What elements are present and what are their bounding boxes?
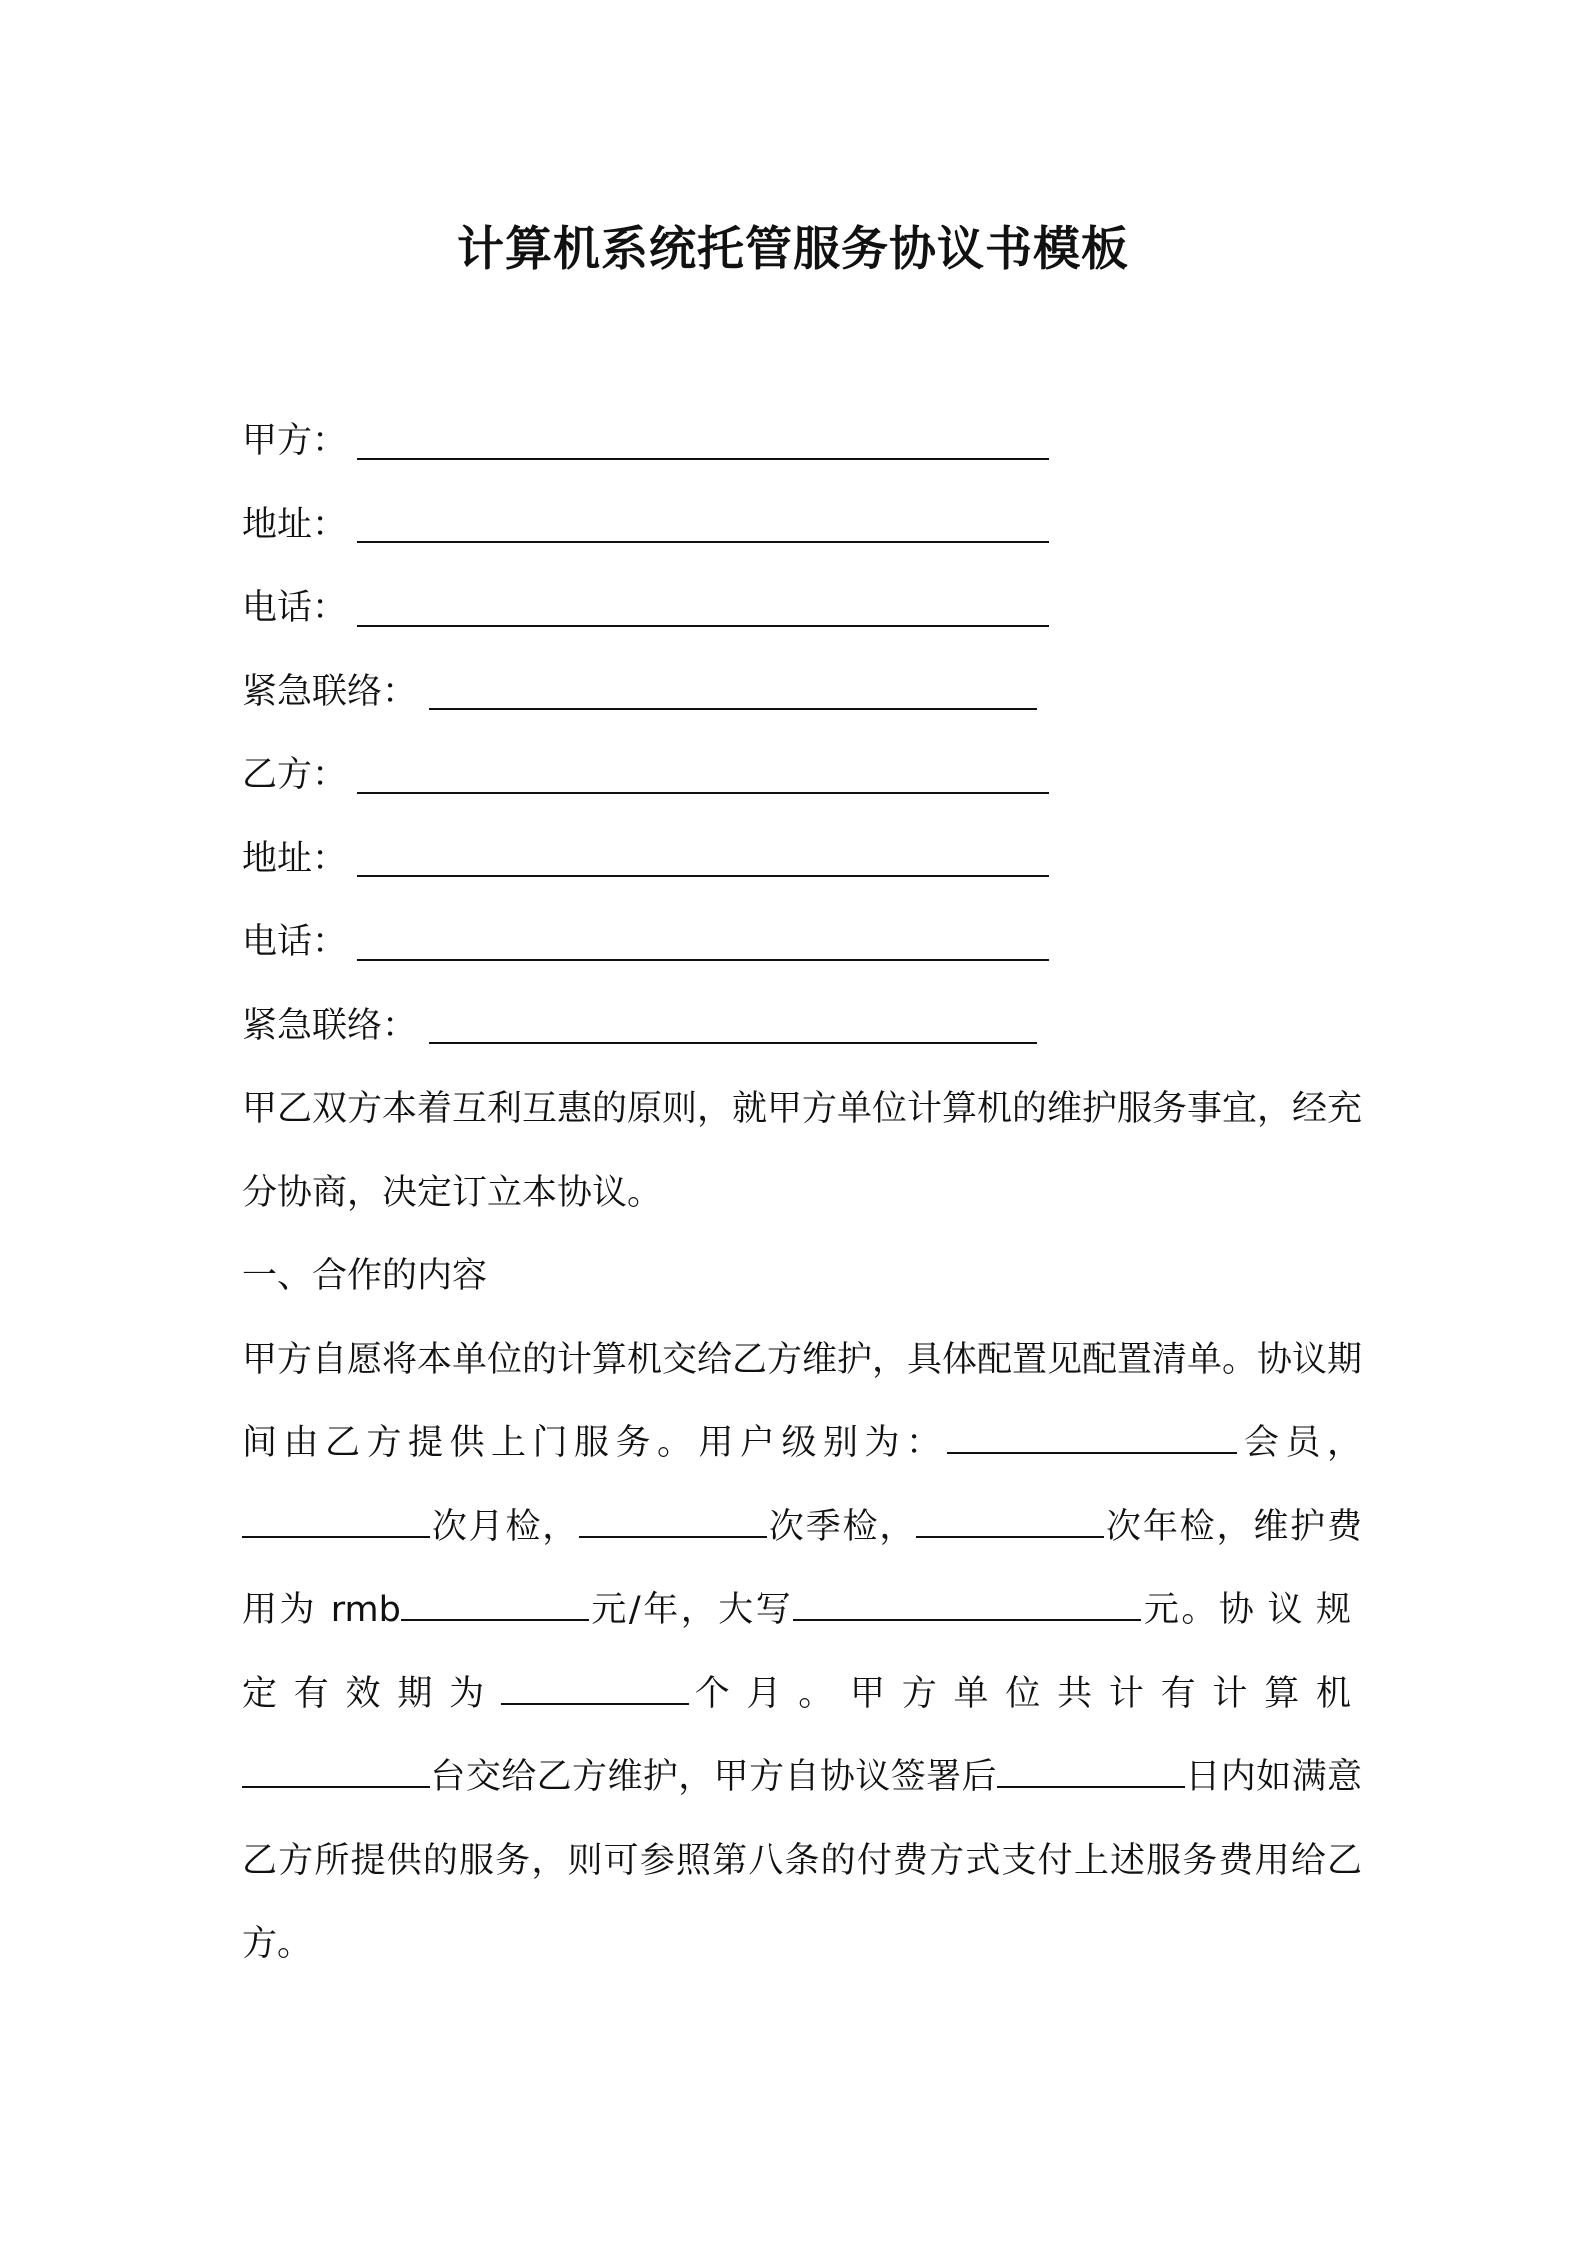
party-a-emergency-row: [242, 651, 1362, 735]
party-b-phone-blank[interactable]: [357, 901, 1049, 985]
party-b-name-blank[interactable]: [357, 734, 1049, 818]
party-a-name-row: [242, 400, 1362, 484]
party-a-emergency-blank[interactable]: [429, 651, 1037, 735]
party-a-name-blank[interactable]: [357, 400, 1049, 484]
party-a-name-label: 甲方：: [242, 421, 348, 461]
section-1-text-3: 次月检，: [430, 1506, 580, 1547]
quarterly-check-blank[interactable]: [579, 1506, 767, 1538]
party-b-address-row: [242, 818, 1362, 902]
party-b-name-row: [242, 734, 1362, 818]
section-1-text-7: 元。: [1141, 1590, 1219, 1630]
fee-capital-blank[interactable]: [793, 1589, 1141, 1621]
party-b-phone-row: [242, 901, 1362, 985]
document-title: 计算机系统托管服务协议书模板: [457, 222, 1129, 277]
yearly-check-blank[interactable]: [916, 1506, 1104, 1538]
user-level-blank[interactable]: [947, 1422, 1237, 1454]
days-after-signing-blank[interactable]: [997, 1756, 1185, 1788]
monthly-check-blank[interactable]: [242, 1506, 430, 1538]
party-a-address-row: [242, 484, 1362, 568]
party-b-address-blank[interactable]: [357, 818, 1049, 902]
section-1-text-10: 台交给乙方维护，甲方自协议签署后: [430, 1757, 997, 1797]
party-a-phone-blank[interactable]: [357, 567, 1049, 651]
section-1-text-11: 日内如满意乙方所提供的服务，则可参照第八条的付费方式支付上述服务费用给乙方。: [242, 1757, 1362, 1964]
validity-months-blank[interactable]: [501, 1673, 689, 1705]
section-1-text-8: 协议规定有效期为: [242, 1590, 1362, 1714]
section-1-text-6: 元/年，大写: [588, 1590, 794, 1630]
section-1-text-4: 次季检，: [767, 1506, 917, 1547]
preamble-paragraph: 甲乙双方本着互利互惠的原则，就甲方单位计算机的维护服务事宜，经充分协商，决定订立本协议。: [242, 1089, 1363, 1213]
party-b-emergency-blank[interactable]: [429, 985, 1037, 1069]
party-a-address-blank[interactable]: [357, 484, 1049, 568]
party-a-phone-label: 电话：: [242, 588, 348, 628]
party-b-name-label: 乙方：: [242, 755, 348, 795]
party-b-emergency-row: [242, 985, 1362, 1069]
document-body: [242, 400, 1362, 1987]
section-1-text-9: 个月。甲方单位共计有计算机: [688, 1673, 1362, 1714]
section-1-text-5: 次年检，维护费用为 rmb: [242, 1506, 1362, 1630]
party-a-address-label: 地址：: [242, 504, 348, 545]
party-b-phone-label: 电话：: [242, 922, 348, 962]
section-1-text-2: 会员，: [1237, 1423, 1362, 1463]
party-b-emergency-label: 紧急联络：: [242, 1005, 418, 1046]
party-b-address-label: 地址：: [242, 838, 348, 879]
section-1-text-1: 甲方自愿将本单位的计算机交给乙方维护，具体配置见配置清单。协议期间由乙方提供上门服务。用户级别为：: [242, 1339, 1363, 1463]
computer-count-blank[interactable]: [242, 1756, 430, 1788]
section-1-heading: 一、合作的内容: [242, 1256, 488, 1296]
section-1-paragraph: [242, 1319, 1362, 1987]
fee-amount-blank[interactable]: [401, 1589, 589, 1621]
party-a-phone-row: [242, 567, 1362, 651]
party-a-emergency-label: 紧急联络：: [242, 671, 418, 712]
